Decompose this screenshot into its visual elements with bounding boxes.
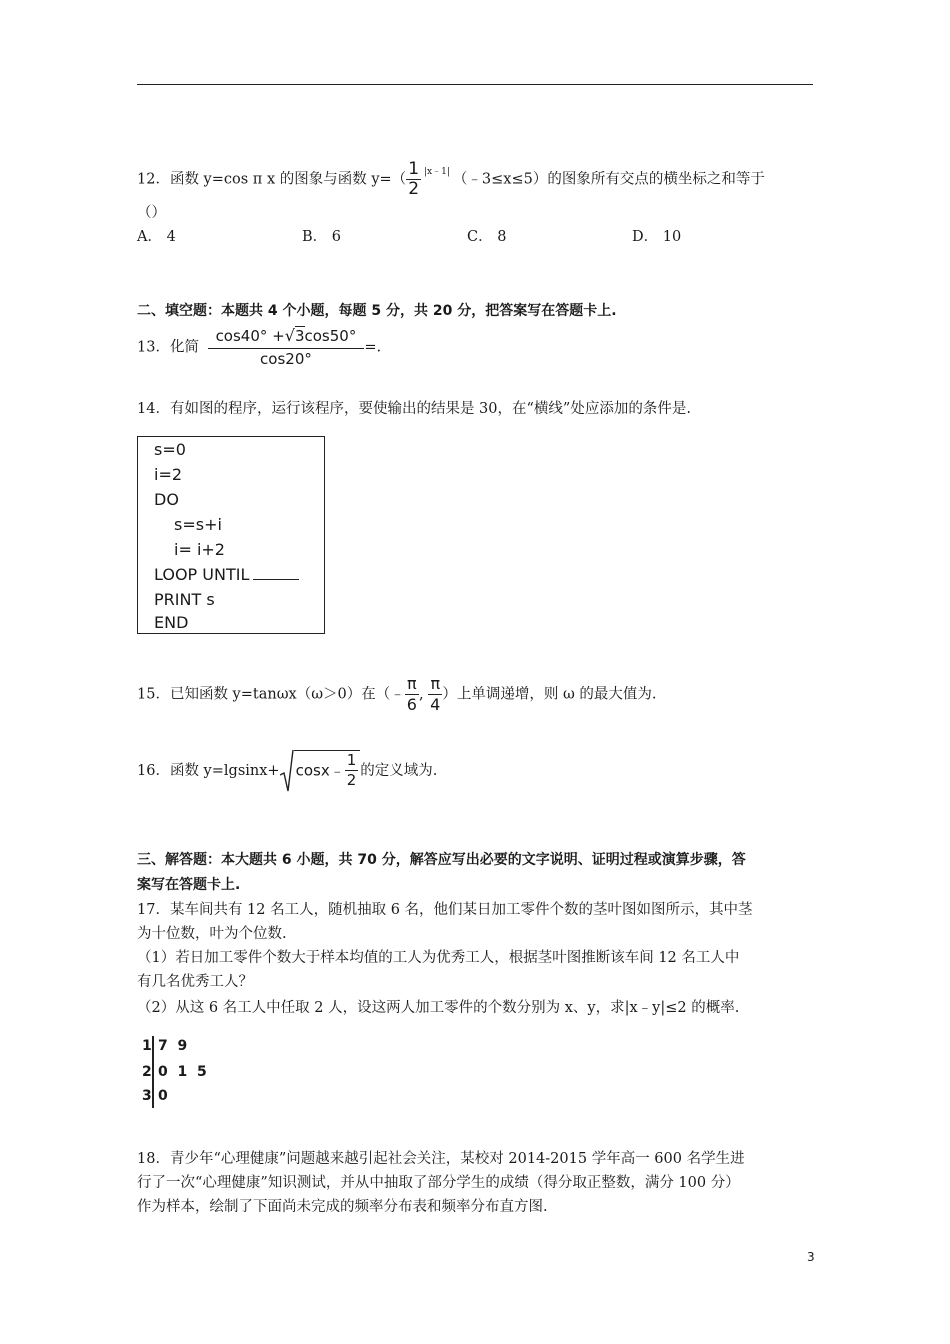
program-line-8: END: [154, 613, 189, 632]
q18-line-3: 作为样本，绘制了下面尚未完成的频率分布表和频率分布直方图.: [137, 1199, 548, 1215]
program-line-7: PRINT s: [154, 590, 215, 609]
stem-leaf-row-3: [142, 1088, 168, 1104]
q13-num-plus: +: [272, 327, 285, 345]
q16-frac-num: 1: [346, 751, 357, 769]
q12-option-a: A． 4: [137, 229, 176, 245]
program-line-4: s=s+i: [174, 515, 222, 534]
q15-comma: ,: [418, 686, 424, 703]
q13-num-sqrt: 3: [294, 327, 305, 345]
q12-paren: （）: [137, 205, 166, 221]
question-13: [137, 326, 381, 372]
sqrt-symbol-icon: √: [284, 326, 295, 345]
question-16: [137, 749, 437, 795]
stem-2: 2: [142, 1064, 152, 1080]
q16-fraction: [345, 751, 359, 790]
q13-numerator: [208, 326, 365, 348]
q15-den-2: 4: [430, 695, 441, 714]
q13-fraction: [208, 326, 365, 369]
q16-frac-den: 2: [346, 771, 357, 789]
q12-option-d: D． 10: [632, 229, 682, 245]
leaves-3: 0: [158, 1088, 168, 1104]
q16-radical: [280, 749, 361, 793]
leaves-2: 0 1 5: [158, 1064, 207, 1080]
q18-line-2: 行了一次“心理健康”知识测试，并从中抽取了部分学生的成绩（得分取正整数，满分 100 分）: [137, 1175, 740, 1191]
q13-denominator: cos20°: [208, 348, 365, 369]
q17-line-1: 17．某车间共有 12 名工人，随机抽取 6 名，他们某日加工零件个数的茎叶图如图所示，其中茎: [137, 902, 753, 918]
q18-line-1: 18．青少年“心理健康”问题越来越引起社会关注，某校对 2014-2015 学年高一 600 名学生进: [137, 1151, 745, 1167]
q15-fraction-1: [405, 674, 419, 715]
q12-frac-num: 1: [408, 159, 420, 179]
q16-text-a: 16．函数 y=lgsinx+: [137, 763, 280, 779]
q17-part-2: （2）从这 6 名工人中任取 2 人，设这两人加工零件的个数分别为 x、y，求|x﹣y|≤2 的概率.: [137, 1000, 740, 1016]
q16-rad-text: cosx﹣: [295, 761, 345, 780]
section-2-heading: 二、填空题：本题共 4 个小题，每题 5 分，共 20 分，把答案写在答题卡上.: [137, 303, 617, 319]
q17-line-2: 为十位数，叶为个位数.: [137, 926, 287, 942]
radical-sign-icon: [280, 749, 294, 793]
q12-text-b: （﹣3≤x≤5）的图象所有交点的横坐标之和等于: [452, 171, 765, 188]
condition-blank: [253, 565, 299, 580]
q12-exponent: |x﹣1|: [424, 167, 450, 177]
page-number: 3: [807, 1250, 815, 1264]
q16-radicand: [294, 750, 361, 790]
q12-option-b: B． 6: [302, 229, 341, 245]
program-line-6: [154, 565, 299, 585]
q17-part-1-line-1: （1）若日加工零件个数大于样本均值的工人为优秀工人，根据茎叶图推断该车间 12 名工人中: [137, 950, 740, 966]
q15-pi-1: π: [407, 674, 417, 693]
q15-fraction-2: [428, 674, 442, 715]
stem-1: 1: [142, 1038, 152, 1054]
program-line-3: DO: [154, 490, 179, 509]
q12-option-c: C． 8: [467, 229, 507, 245]
q12-text-a: 12．函数 y=cos π x 的图象与函数 y=（: [137, 171, 407, 188]
q15-text-a: 15．已知函数 y=tanωx（ω＞0）在（﹣: [137, 686, 405, 703]
q15-text-b: ）上单调递增，则 ω 的最大值为.: [442, 686, 657, 703]
program-box: [137, 436, 325, 634]
program-line-1: s=0: [154, 440, 186, 459]
stem-leaf-row-1: [142, 1038, 188, 1054]
question-15: [137, 674, 657, 718]
q13-num-a: cos40°: [215, 327, 268, 345]
program-line-2: i=2: [154, 465, 183, 484]
q13-num-b: cos50°: [304, 327, 357, 345]
q13-prefix: 13．化简: [137, 339, 199, 356]
program-line-5: i= i+2: [174, 540, 225, 559]
stem-3: 3: [142, 1088, 152, 1104]
q13-suffix: =.: [364, 339, 382, 356]
stem-leaf-row-2: [142, 1064, 207, 1080]
q15-den-1: 6: [406, 695, 417, 714]
stem-leaf-divider: [152, 1036, 154, 1108]
header-rule: [137, 84, 813, 85]
section-3-heading-line-2: 案写在答题卡上.: [137, 877, 241, 893]
section-3-heading-line-1: 三、解答题：本大题共 6 小题，共 70 分，解答应写出必要的文字说明、证明过程或演算步骤，答: [137, 852, 746, 868]
loop-until-label: LOOP UNTIL: [154, 565, 250, 584]
question-14: 14．有如图的程序，运行该程序，要使输出的结果是 30，在“横线”处应添加的条件是.: [137, 401, 691, 417]
q12-fraction: [406, 160, 421, 199]
q15-pi-2: π: [430, 674, 441, 693]
q17-part-1-line-2: 有几名优秀工人？: [137, 974, 253, 990]
q12-frac-den: 2: [408, 179, 420, 199]
question-12: [137, 160, 765, 200]
q16-text-b: 的定义域为.: [360, 763, 438, 779]
leaves-1: 7 9: [158, 1038, 188, 1054]
